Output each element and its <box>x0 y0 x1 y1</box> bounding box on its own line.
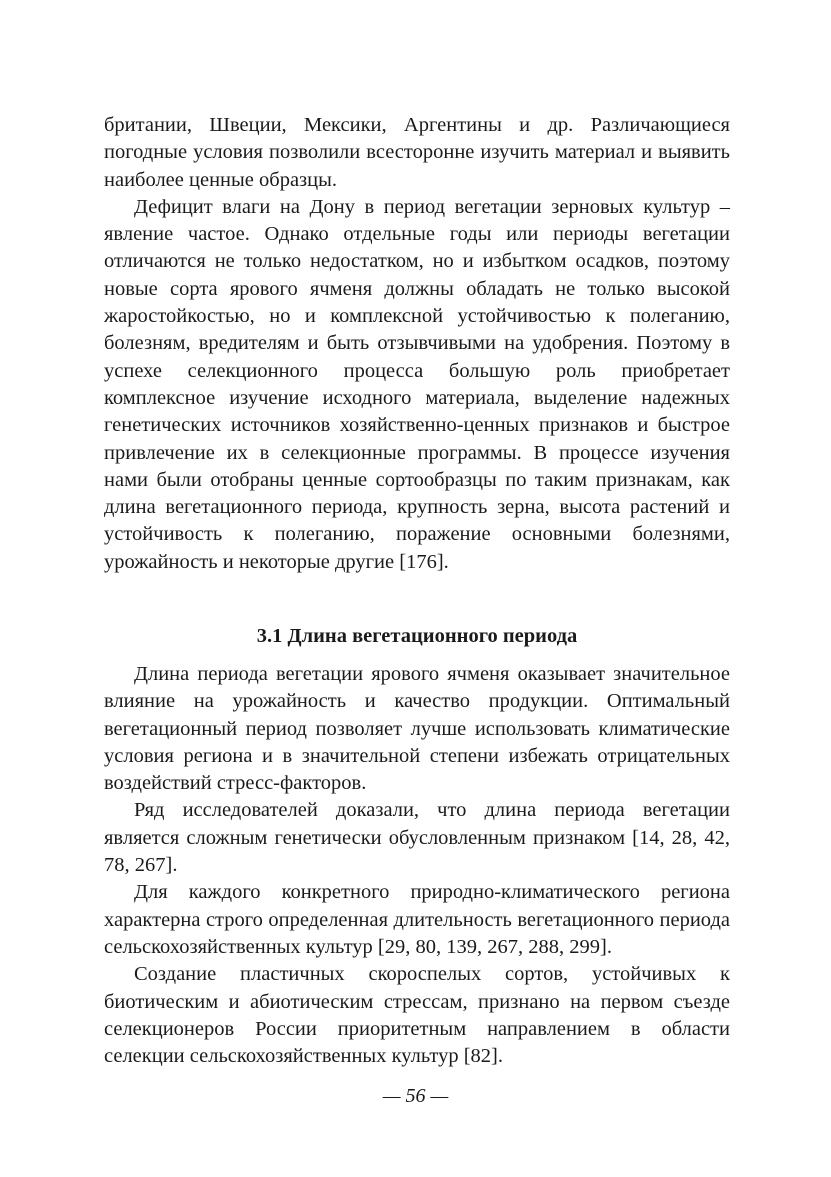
body-text-top <box>104 112 730 576</box>
paragraph-moisture-deficit: Дефицит влаги на Дону в период вегетации зерновых культур – явление частое. Однако отдельные годы или периоды вегетации отличаются не только недостатком, но и избытком осадков, поэтому новые сорта ярового ячменя должны обладать не только высокой жаростойкостью, но и комплексной устойчивостью к полеганию, болезням, вредителям и быть отзывчивыми на удобрения. Поэтому в успехе селекционного процесса большую роль приобретает комплексное изучение исходного материала, выделение надежных генетических источников хозяйственно-ценных признаков и быстрое привлечение их в селекционные программы. В процессе изучения нами были отобраны ценные сортообразцы по таким признакам, как длина вегетационного периода, крупность зерна, высота растений и устойчивость к полеганию, поражение основными болезнями, урожайность и некоторые другие [176]. <box>104 195 730 573</box>
paragraph-breeding-priority: Создание пластичных скороспелых сортов, устойчивых к биотическим и абиотическим стрессам, признано на первом съезде селекционеров России приоритетным направлением в области селекции сельскохозяйственных культур [82]. <box>104 963 730 1068</box>
body-text-section <box>104 661 730 1070</box>
page-number: — 56 — <box>382 1085 449 1107</box>
section-heading: 3.1 Длина вегетационного периода <box>256 625 578 647</box>
paragraph-regional: Для каждого конкретного природно-климатического региона характерна строго определенная длительность вегетационного периода сельскохозяйственных культур [29, 80, 139, 267, 288, 299]. <box>104 881 730 958</box>
paragraph-vegetation-length: Длина периода вегетации ярового ячменя оказывает значительное влияние на урожайность и качество продукции. Оптимальный вегетационный период позволяет лучше использовать климатические условия региона и в значительной степени избежать отрицательных воздействий стресс-факторов. <box>104 663 730 795</box>
paragraph-researchers: Ряд исследователей доказали, что длина периода вегетации является сложным генетически обусловленным признаком [14, 28, 42, 78, 267]. <box>104 799 730 877</box>
paragraph-continuation: британии, Швеции, Мексики, Аргентины и др. Различающиеся погодные условия позволили всесторонне изучить материал и выявить наиболее ценные образцы. <box>104 114 730 191</box>
